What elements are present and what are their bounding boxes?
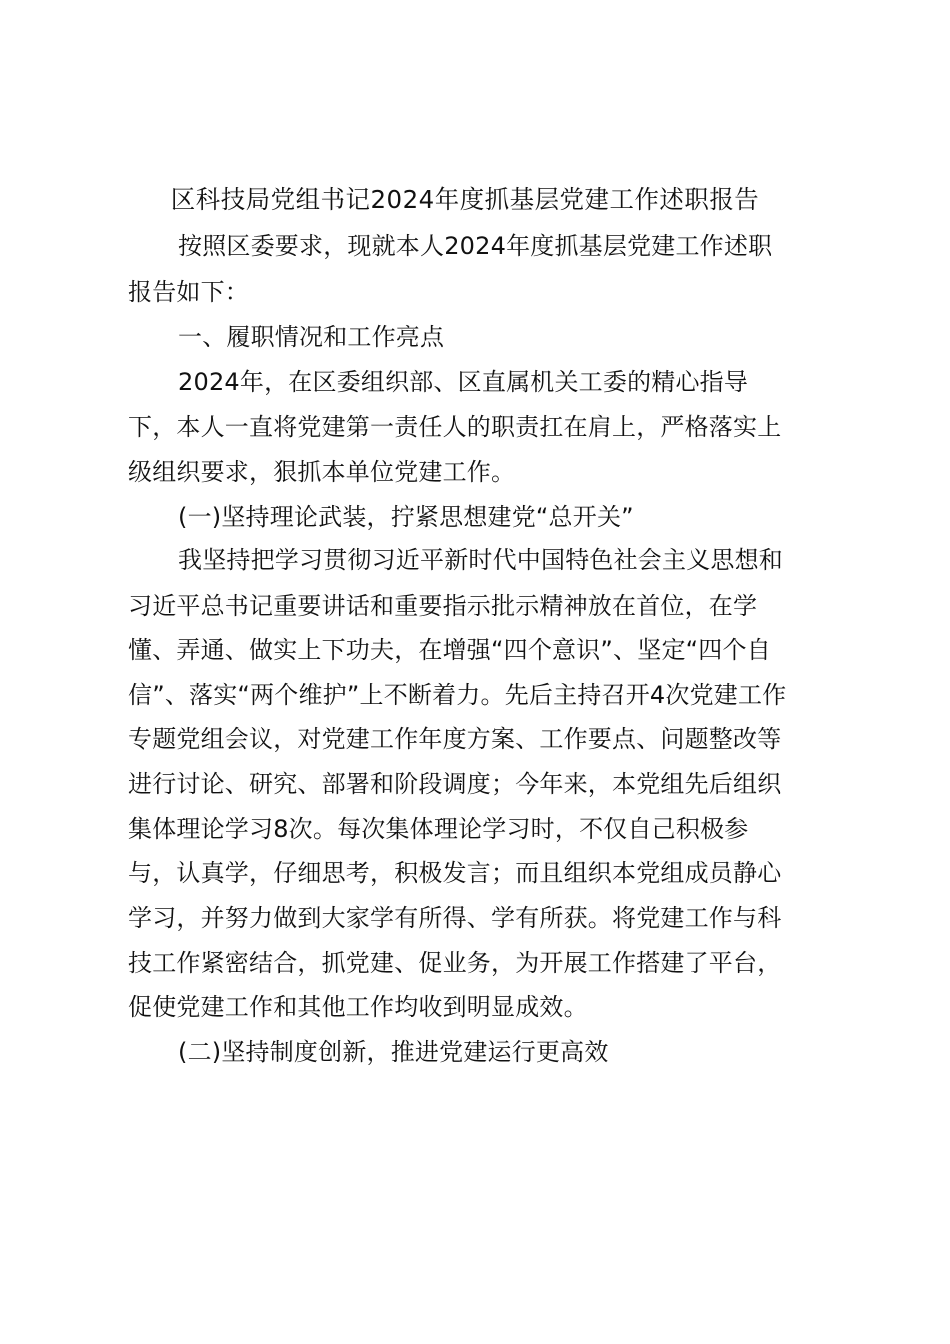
paragraph-line: 学习，并努力做到大家学有所得、学有所获。将党建工作与科	[128, 904, 782, 932]
paragraph-line: 2024年，在区委组织部、区直属机关工委的精心指导	[178, 368, 749, 396]
paragraph-line: 与，认真学，仔细思考，积极发言；而且组织本党组成员静心	[128, 859, 782, 887]
paragraph-line: 我坚持把学习贯彻习近平新时代中国特色社会主义思想和	[178, 546, 783, 574]
paragraph-line: 集体理论学习8次。每次集体理论学习时，不仅自己积极参	[128, 815, 749, 843]
paragraph-line: 进行讨论、研究、部署和阶段调度；今年来，本党组先后组织	[128, 770, 782, 798]
subsection-heading: (一)坚持理论武装，拧紧思想建党“总开关”	[178, 503, 634, 531]
document-title: 区科技局党组书记2024年度抓基层党建工作述职报告	[170, 185, 760, 214]
paragraph-line: 习近平总书记重要讲话和重要指示批示精神放在首位，在学	[128, 592, 758, 620]
subsection-heading: (二)坚持制度创新，推进党建运行更高效	[178, 1038, 609, 1066]
paragraph-line: 专题党组会议，对党建工作年度方案、工作要点、问题整改等	[128, 725, 782, 753]
paragraph-line: 信”、落实“两个维护”上不断着力。先后主持召开4次党建工作	[128, 681, 787, 709]
paragraph-line: 级组织要求，狠抓本单位党建工作。	[128, 458, 516, 486]
paragraph-line: 促使党建工作和其他工作均收到明显成效。	[128, 993, 588, 1021]
paragraph-line: 按照区委要求，现就本人2024年度抓基层党建工作述职	[178, 232, 773, 260]
paragraph-line: 懂、弄通、做实上下功夫，在增强“四个意识”、坚定“四个自	[128, 636, 771, 664]
paragraph-line: 技工作紧密结合，抓党建、促业务，为开展工作搭建了平台，	[128, 949, 782, 977]
paragraph-line: 下，本人一直将党建第一责任人的职责扛在肩上，严格落实上	[128, 413, 782, 441]
paragraph-line: 报告如下：	[128, 278, 249, 306]
section-heading: 一、履职情况和工作亮点	[178, 323, 445, 351]
